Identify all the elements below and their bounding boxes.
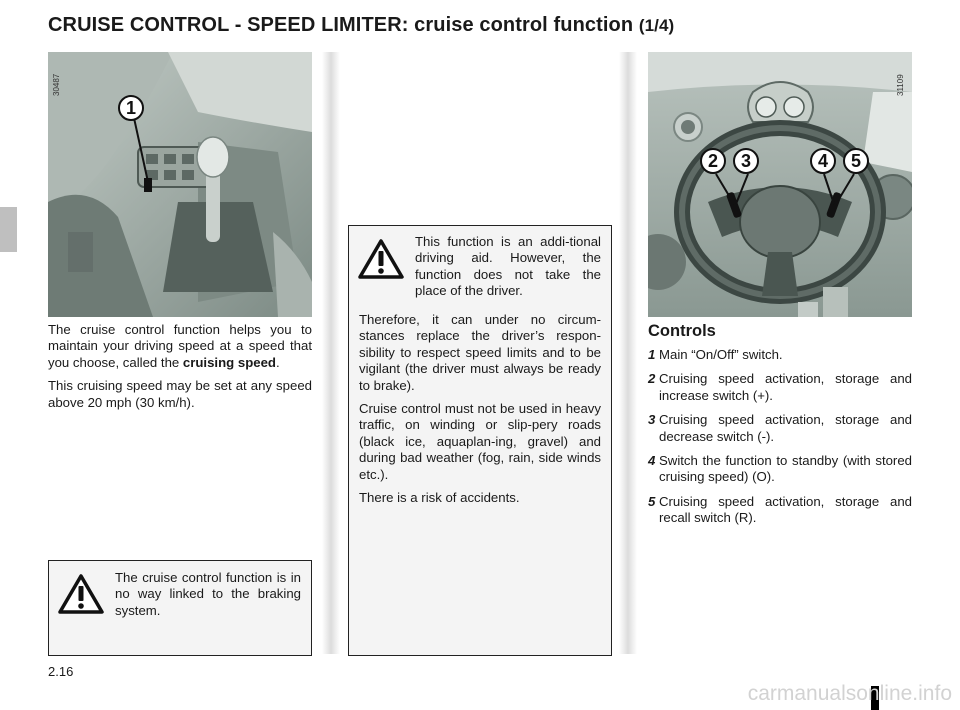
- intro-paragraph-2: This cruising speed may be set at any speed above 20 mph (30 km/h).: [48, 378, 312, 410]
- control-item-2: [648, 371, 912, 404]
- control-number: 5: [648, 493, 656, 509]
- page-number: 2.16: [48, 664, 74, 679]
- control-description: Cruising speed activation, storage and recall switch (R).: [659, 493, 912, 526]
- control-number: 1: [648, 347, 656, 362]
- control-item-4: [648, 453, 912, 486]
- control-number: 2: [648, 371, 656, 387]
- control-number: 3: [648, 412, 656, 428]
- warning-driver-body: [359, 312, 601, 513]
- page-title: [48, 14, 674, 37]
- controls-heading: Controls: [648, 322, 716, 340]
- warning-triangle-icon: [57, 573, 105, 615]
- control-number: 4: [648, 453, 656, 469]
- steering-wheel-photo: [648, 52, 912, 317]
- control-description: Cruising speed activation, storage and increase switch (+).: [659, 371, 912, 403]
- controls-list: [648, 347, 912, 535]
- figure-code: 30487: [52, 73, 61, 96]
- intro-text: [48, 322, 312, 418]
- callout-5: 5: [843, 148, 869, 174]
- callout-4: 4: [810, 148, 836, 174]
- callout-2: 2: [700, 148, 726, 174]
- warning-driver-paragraph-1: Therefore, it can under no circum-stances replace the driver’s respon-sibility to respect speed limits and to be vigilant (the driver must always be ready to brake).: [359, 312, 601, 393]
- section-tab: [0, 207, 17, 252]
- gear-lever-illustration: [48, 52, 312, 317]
- page-title-text: CRUISE CONTROL - SPEED LIMITER: cruise control function: [48, 14, 634, 36]
- callout-3: 3: [733, 148, 759, 174]
- gear-lever-photo: [48, 52, 312, 317]
- control-item-3: [648, 412, 912, 445]
- control-description: Main “On/Off” switch.: [659, 347, 783, 362]
- control-item-1: [648, 347, 912, 363]
- control-item-5: [648, 494, 912, 527]
- warning-box-driver: [348, 225, 612, 656]
- warning-braking-text: The cruise control function is in no way linked to the braking system.: [115, 570, 301, 618]
- control-description: Switch the function to standby (with stored cruising speed) (O).: [659, 453, 912, 485]
- column-separator: [322, 52, 340, 654]
- warning-driver-paragraph-3: There is a risk of accidents.: [359, 490, 520, 506]
- callout-1: 1: [118, 95, 144, 121]
- watermark: carmanualsonline.info: [747, 682, 952, 705]
- column-separator: [619, 52, 637, 654]
- warning-box-braking: [48, 560, 312, 656]
- control-description: Cruising speed activation, storage and decrease switch (-).: [659, 412, 912, 444]
- warning-driver-intro: This function is an addi-tional driving aid. However, the function does not take the place of the driver.: [415, 234, 601, 299]
- page-part-indicator: (1/4): [638, 16, 675, 35]
- intro-paragraph-1: The cruise control function helps you to maintain your driving speed at a speed that you choose, called the cruising speed.: [48, 322, 312, 370]
- steering-wheel-illustration: [648, 52, 912, 317]
- warning-driver-paragraph-2: Cruise control must not be used in heavy traffic, on winding or slip-pery roads (black ice, aquaplan-ing, gravel) and during bad weather (fog, rain, side winds etc.).: [359, 401, 601, 482]
- warning-triangle-icon: [357, 238, 405, 280]
- figure-code: 31109: [896, 74, 905, 96]
